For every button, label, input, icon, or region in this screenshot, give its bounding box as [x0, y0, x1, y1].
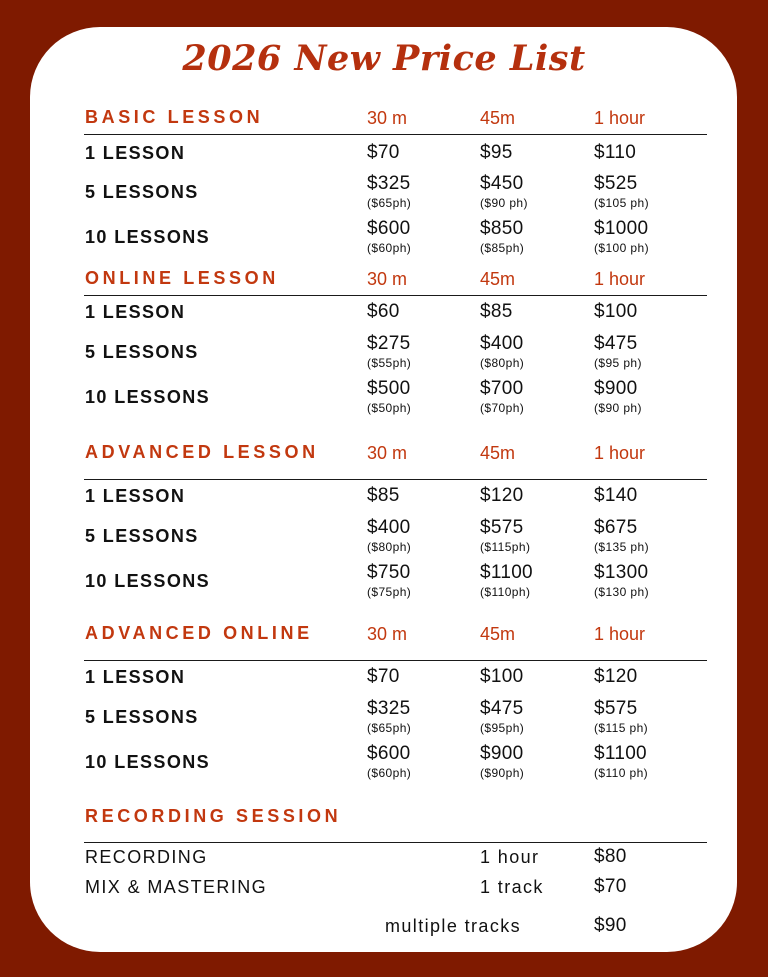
per-hour-value: ($55ph) [367, 356, 412, 370]
per-hour-value: ($80ph) [480, 356, 525, 370]
price-value: $110 [594, 142, 637, 163]
section-divider [84, 295, 707, 296]
row-label: 10 LESSONS [85, 752, 211, 772]
price-value: $85 [367, 485, 400, 506]
row-label: MIX & MASTERING [85, 877, 268, 897]
price-value: $140 [594, 485, 638, 506]
row-label: 10 LESSONS [85, 571, 211, 591]
section-divider [84, 842, 707, 843]
per-hour-value: ($115 ph) [594, 721, 649, 735]
price-value: $850 [480, 218, 524, 239]
price-value: $575 [594, 698, 638, 719]
per-hour-value: ($100 ph) [594, 241, 649, 255]
column-header: 1 hour [594, 624, 646, 644]
price-value: $750 [367, 562, 411, 583]
price-value: $600 [367, 743, 411, 764]
per-hour-value: ($65ph) [367, 721, 412, 735]
price-value: $70 [594, 876, 627, 897]
per-hour-value: ($80ph) [367, 540, 412, 554]
section-title: ADVANCED ONLINE [85, 623, 313, 643]
row-label: 5 LESSONS [85, 707, 199, 727]
column-header: 30 m [367, 443, 408, 463]
page-title: 2026 New Price List [182, 38, 586, 79]
row-label: 5 LESSONS [85, 526, 199, 546]
service-unit: multiple tracks [385, 916, 522, 936]
per-hour-value: ($90ph) [480, 766, 525, 780]
service-unit: 1 hour [480, 847, 540, 867]
price-value: $600 [367, 218, 411, 239]
price-value: $1100 [594, 743, 647, 764]
column-header: 1 hour [594, 269, 646, 289]
per-hour-value: ($110 ph) [594, 766, 649, 780]
section-title: ADVANCED LESSON [85, 442, 319, 462]
price-value: $675 [594, 517, 638, 538]
price-value: $400 [367, 517, 411, 538]
per-hour-value: ($85ph) [480, 241, 525, 255]
price-value: $90 [594, 915, 627, 936]
row-label: 1 LESSON [85, 302, 186, 322]
price-value: $475 [594, 333, 638, 354]
price-value: $275 [367, 333, 411, 354]
column-header: 45m [480, 269, 516, 289]
price-value: $900 [594, 378, 638, 399]
price-value: $60 [367, 301, 400, 322]
row-label: 1 LESSON [85, 143, 186, 163]
column-header: 30 m [367, 269, 408, 289]
price-value: $900 [480, 743, 524, 764]
per-hour-value: ($60ph) [367, 766, 412, 780]
price-value: $475 [480, 698, 524, 719]
per-hour-value: ($90 ph) [594, 401, 642, 415]
per-hour-value: ($105 ph) [594, 196, 649, 210]
price-value: $575 [480, 517, 524, 538]
price-value: $1100 [480, 562, 533, 583]
price-value: $120 [594, 666, 638, 687]
price-value: $1300 [594, 562, 649, 583]
per-hour-value: ($110ph) [480, 585, 531, 599]
price-value: $70 [367, 142, 400, 163]
per-hour-value: ($95 ph) [594, 356, 642, 370]
per-hour-value: ($75ph) [367, 585, 412, 599]
section-title: ONLINE LESSON [85, 268, 279, 288]
per-hour-value: ($50ph) [367, 401, 412, 415]
price-value: $1000 [594, 218, 649, 239]
price-value: $120 [480, 485, 524, 506]
per-hour-value: ($90 ph) [480, 196, 528, 210]
column-header: 45m [480, 624, 516, 644]
row-label: 5 LESSONS [85, 342, 199, 362]
section-divider [84, 660, 707, 661]
price-value: $450 [480, 173, 524, 194]
price-value: $70 [367, 666, 400, 687]
per-hour-value: ($65ph) [367, 196, 412, 210]
row-label: 5 LESSONS [85, 182, 199, 202]
service-unit: 1 track [480, 877, 544, 897]
section-title: BASIC LESSON [85, 107, 264, 127]
row-label: RECORDING [85, 847, 208, 867]
per-hour-value: ($95ph) [480, 721, 525, 735]
price-value: $525 [594, 173, 638, 194]
price-value: $400 [480, 333, 524, 354]
price-value: $85 [480, 301, 513, 322]
price-value: $80 [594, 846, 627, 867]
per-hour-value: ($70ph) [480, 401, 525, 415]
column-header: 1 hour [594, 443, 646, 463]
price-value: $100 [480, 666, 524, 687]
row-label: 1 LESSON [85, 667, 186, 687]
row-label: 10 LESSONS [85, 227, 211, 247]
price-value: $95 [480, 142, 513, 163]
section-title: RECORDING SESSION [85, 806, 342, 826]
price-value: $100 [594, 301, 638, 322]
price-value: $700 [480, 378, 524, 399]
column-header: 30 m [367, 624, 408, 644]
row-label: 1 LESSON [85, 486, 186, 506]
column-header: 45m [480, 108, 516, 128]
price-value: $325 [367, 698, 411, 719]
column-header: 1 hour [594, 108, 646, 128]
per-hour-value: ($135 ph) [594, 540, 649, 554]
price-value: $500 [367, 378, 411, 399]
column-header: 45m [480, 443, 516, 463]
price-value: $325 [367, 173, 411, 194]
per-hour-value: ($115ph) [480, 540, 531, 554]
row-label: 10 LESSONS [85, 387, 211, 407]
section-divider [84, 134, 707, 135]
column-header: 30 m [367, 108, 408, 128]
per-hour-value: ($130 ph) [594, 585, 649, 599]
per-hour-value: ($60ph) [367, 241, 412, 255]
section-divider [84, 479, 707, 480]
